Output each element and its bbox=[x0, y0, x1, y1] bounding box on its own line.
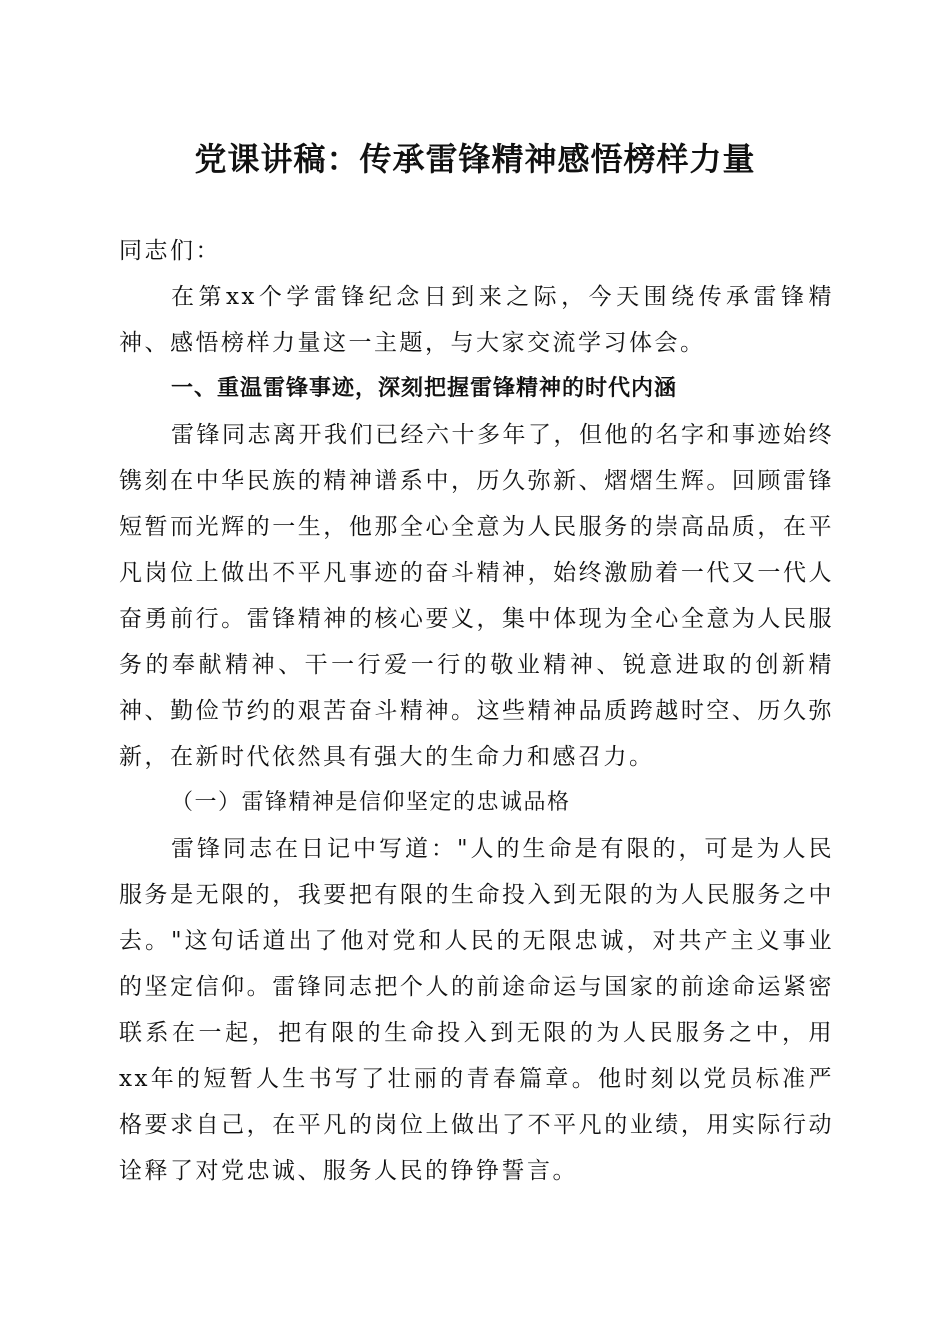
intro-paragraph: 在第xx个学雷锋纪念日到来之际，今天围绕传承雷锋精神、感悟榜样力量这一主题，与大家交流学习体会。 bbox=[119, 284, 834, 356]
greeting: 同志们： bbox=[119, 238, 221, 264]
section-1-paragraph: 雷锋同志离开我们已经六十多年了，但他的名字和事迹始终镌刻在中华民族的精神谱系中，历久弥新、熠熠生辉。回顾雷锋短暂而光辉的一生，他那全心全意为人民服务的崇高品质，在平凡岗位上做出不平凡事迹的奋斗精神，始终激励着一代又一代人奋勇前行。雷锋精神的核心要义，集中体现为全心全意为人民服务的奉献精神、干一行爱一行的敬业精神、锐意进取的创新精神、勤俭节约的艰苦奋斗精神。这些精神品质跨越时空、历久弥新，在新时代依然具有强大的生命力和感召力。 bbox=[119, 422, 834, 770]
document-title: 党课讲稿：传承雷锋精神感悟榜样力量 bbox=[194, 140, 756, 178]
subsection-1-heading: （一）雷锋精神是信仰坚定的忠诚品格 bbox=[171, 790, 571, 815]
document-body bbox=[119, 228, 834, 1194]
section-1-heading: 一、重温雷锋事迹，深刻把握雷锋精神的时代内涵 bbox=[171, 376, 678, 401]
subsection-1-paragraph: 雷锋同志在日记中写道："人的生命是有限的，可是为人民服务是无限的，我要把有限的生命投入到无限的为人民服务之中去。"这句话道出了他对党和人民的无限忠诚，对共产主义事业的坚定信仰。雷锋同志把个人的前途命运与国家的前途命运紧密联系在一起，把有限的生命投入到无限的为人民服务之中，用xx年的短暂人生书写了壮丽的青春篇章。他时刻以党员标准严格要求自己，在平凡的岗位上做出了不平凡的业绩，用实际行动诠释了对党忠诚、服务人民的铮铮誓言。 bbox=[119, 836, 834, 1184]
